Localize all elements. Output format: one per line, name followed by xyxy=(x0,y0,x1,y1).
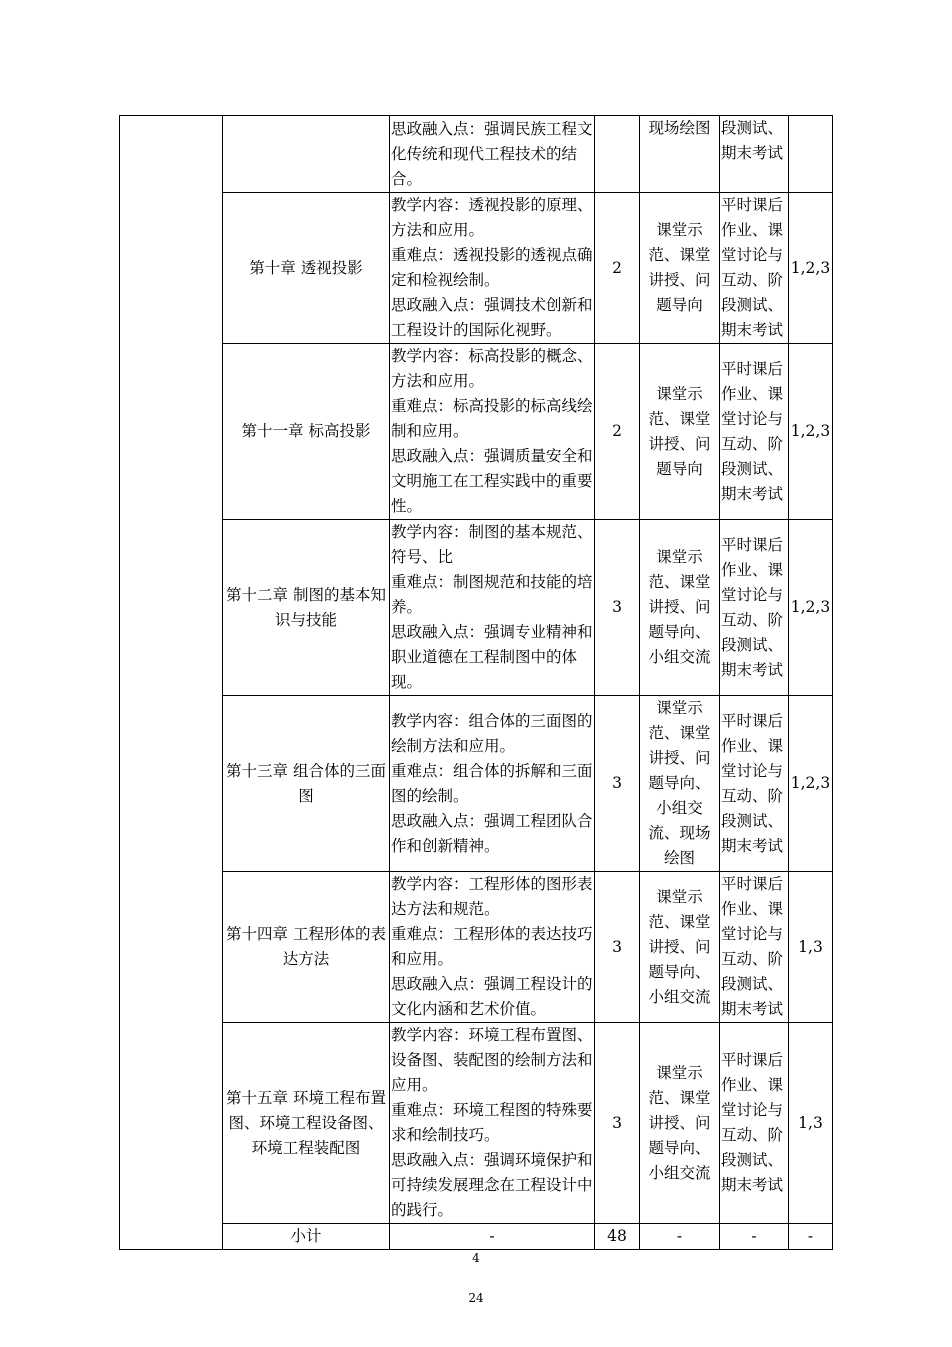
content-cell xyxy=(390,116,595,193)
content-line: 教学内容：组合体的三面图的绘制方法和应用。 xyxy=(391,711,593,755)
objectives-cell: 1,3 xyxy=(789,872,833,1023)
hours-cell: 2 xyxy=(595,193,640,344)
chapter-cell: 第十一章 标高投影 xyxy=(223,344,390,520)
content-line: 教学内容：工程形体的图形表达方法和规范。 xyxy=(391,875,593,918)
assessment-cell: 平时课后作业、课堂讨论与互动、阶段测试、期末考试 xyxy=(720,1023,789,1224)
assessment-cell: 平时课后作业、课堂讨论与互动、阶段测试、期末考试 xyxy=(720,520,789,696)
objectives-cell xyxy=(789,116,833,193)
table-row xyxy=(120,696,833,872)
total-page-number: 24 xyxy=(468,1291,484,1305)
table-row xyxy=(120,520,833,696)
content-line: 重难点：环境工程图的特殊要求和绘制技巧。 xyxy=(391,1101,593,1144)
subtotal-row xyxy=(120,1224,833,1250)
table-body xyxy=(120,116,833,1250)
chapter-cell: 第十四章 工程形体的表达方法 xyxy=(223,872,390,1023)
content-line: 思政融入点：强调工程设计的文化内涵和艺术价值。 xyxy=(391,975,593,1018)
assessment-cell: 平时课后作业、课堂讨论与互动、阶段测试、期末考试 xyxy=(720,193,789,344)
content-cell xyxy=(390,696,595,872)
hours-cell: 2 xyxy=(595,344,640,520)
objectives-cell: 1,2,3 xyxy=(789,344,833,520)
subtotal-hours: 48 xyxy=(595,1224,640,1250)
content-line: 思政融入点：强调质量安全和文明施工在工程实践中的重要性。 xyxy=(391,447,593,515)
merged-category-cell xyxy=(120,116,223,1250)
table-row xyxy=(120,193,833,344)
subtotal-objectives: - xyxy=(789,1224,833,1250)
subtotal-label: 小计 xyxy=(223,1224,390,1250)
chapter-cell xyxy=(223,116,390,193)
content-cell xyxy=(390,1023,595,1224)
content-line: 思政融入点：强调民族工程文化传统和现代工程技术的结合。 xyxy=(391,119,593,188)
content-line: 重难点：工程形体的表达技巧和应用。 xyxy=(391,925,593,968)
hours-cell: 3 xyxy=(595,1023,640,1224)
chapter-cell: 第十五章 环境工程布置图、环境工程设备图、环境工程装配图 xyxy=(223,1023,390,1224)
hours-cell: 3 xyxy=(595,872,640,1023)
assessment-cell: 平时课后作业、课堂讨论与互动、阶段测试、期末考试 xyxy=(720,872,789,1023)
hours-cell xyxy=(595,116,640,193)
content-line: 教学内容：透视投影的原理、方法和应用。 xyxy=(391,196,593,239)
assessment-cell: 平时课后作业、课堂讨论与互动、阶段测试、期末考试 xyxy=(720,696,789,872)
content-line: 重难点：透视投影的透视点确定和检视绘制。 xyxy=(391,246,593,289)
table-row xyxy=(120,872,833,1023)
methods-cell: 课堂示范、课堂讲授、问题导向 xyxy=(640,344,720,520)
subtotal-content: - xyxy=(390,1224,595,1250)
chapter-cell: 第十三章 组合体的三面图 xyxy=(223,696,390,872)
chapter-cell: 第十二章 制图的基本知识与技能 xyxy=(223,520,390,696)
objectives-cell: 1,2,3 xyxy=(789,696,833,872)
table-row xyxy=(120,116,833,193)
methods-cell: 课堂示范、课堂讲授、问题导向、小组交流 xyxy=(640,1023,720,1224)
objectives-cell: 1,3 xyxy=(789,1023,833,1224)
methods-cell: 课堂示范、课堂讲授、问题导向、小组交流、现场绘图 xyxy=(640,696,720,872)
content-line: 思政融入点：强调环境保护和可持续发展理念在工程设计中的践行。 xyxy=(391,1151,593,1219)
methods-cell: 课堂示范、课堂讲授、问题导向 xyxy=(640,193,720,344)
chapter-cell: 第十章 透视投影 xyxy=(223,193,390,344)
methods-cell: 现场绘图 xyxy=(640,116,720,193)
course-schedule-table xyxy=(119,115,833,1250)
table-row xyxy=(120,1023,833,1224)
methods-cell: 课堂示范、课堂讲授、问题导向、小组交流 xyxy=(640,520,720,696)
content-line: 教学内容：标高投影的概念、方法和应用。 xyxy=(391,347,593,390)
content-line: 思政融入点：强调专业精神和职业道德在工程制图中的体现。 xyxy=(391,623,593,691)
table-row xyxy=(120,344,833,520)
hours-cell: 3 xyxy=(595,520,640,696)
content-line: 教学内容：制图的基本规范、符号、比 xyxy=(391,523,593,566)
content-cell xyxy=(390,344,595,520)
assessment-cell: 平时课后作业、课堂讨论与互动、阶段测试、期末考试 xyxy=(720,344,789,520)
assessment-cell: 段测试、期末考试 xyxy=(720,116,789,193)
methods-cell: 课堂示范、课堂讲授、问题导向、小组交流 xyxy=(640,872,720,1023)
content-cell xyxy=(390,193,595,344)
content-line: 教学内容：环境工程布置图、设备图、装配图的绘制方法和应用。 xyxy=(391,1026,593,1094)
content-cell xyxy=(390,520,595,696)
subtotal-methods: - xyxy=(640,1224,720,1250)
subtotal-assessment: - xyxy=(720,1224,789,1250)
content-cell xyxy=(390,872,595,1023)
page-number: 4 xyxy=(472,1251,480,1265)
content-line: 重难点：组合体的拆解和三面图的绘制。 xyxy=(391,761,593,805)
content-line: 思政融入点：强调工程团队合作和创新精神。 xyxy=(391,811,593,855)
objectives-cell: 1,2,3 xyxy=(789,520,833,696)
hours-cell: 3 xyxy=(595,696,640,872)
content-line: 思政融入点：强调技术创新和工程设计的国际化视野。 xyxy=(391,296,593,339)
content-line: 重难点：制图规范和技能的培养。 xyxy=(391,573,593,616)
content-line: 重难点：标高投影的标高线绘制和应用。 xyxy=(391,397,593,440)
objectives-cell: 1,2,3 xyxy=(789,193,833,344)
